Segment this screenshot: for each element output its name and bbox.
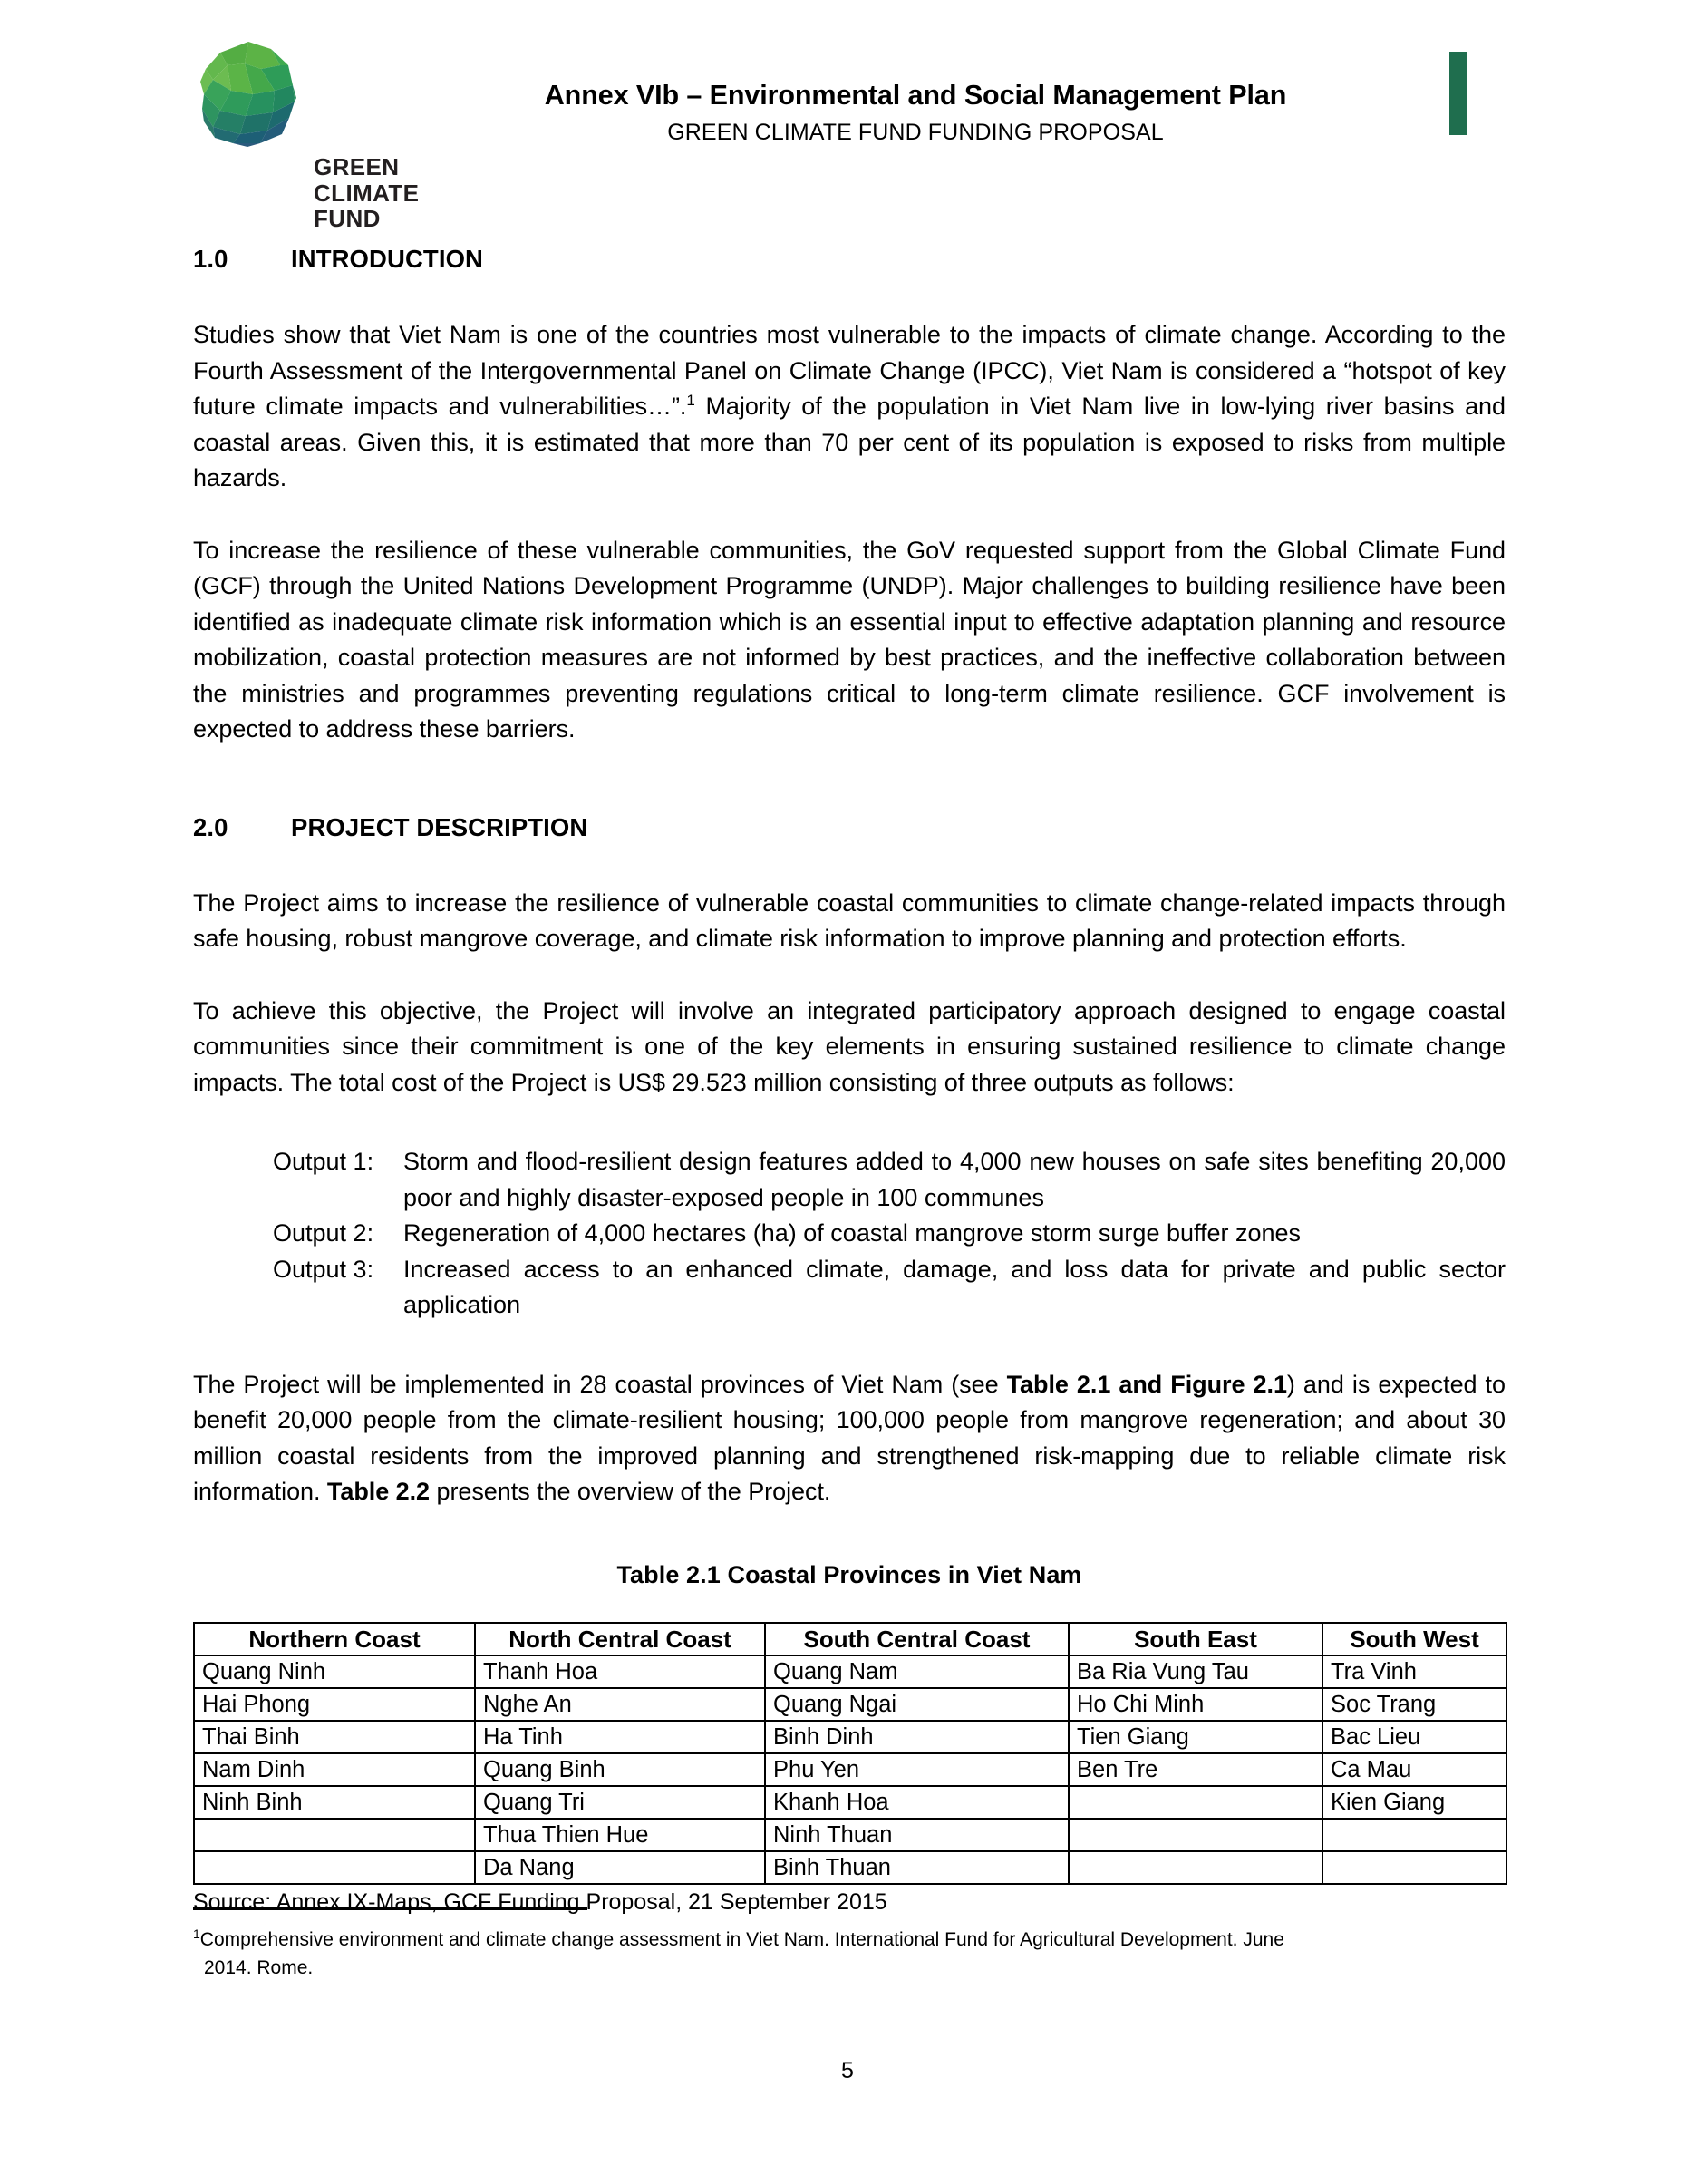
output-1-text: Storm and flood-resilient design features added to 4,000 new houses on safe sites benefiting 20,000 poor and highly disaster-exposed people in 100 communes <box>403 1148 1506 1211</box>
table-cell: Ca Mau <box>1322 1753 1506 1786</box>
coastal-provinces-table <box>193 1622 1507 1885</box>
project-paragraph-3 <box>193 1367 1506 1510</box>
output-2-label: Output 2: <box>273 1219 374 1247</box>
column-header-south-central-coast: South Central Coast <box>765 1623 1069 1655</box>
project-paragraph-1: The Project aims to increase the resilience of vulnerable coastal communities to climate change-related impacts through safe housing, robust mangrove coverage, and climate risk information to improve planning and protection efforts. <box>193 888 1506 952</box>
table-cell: Thai Binh <box>194 1721 475 1753</box>
intro-paragraph-1-text-a: Studies show that Viet Nam is one of the countries most vulnerable to the impacts of climate change. According to the Fourth Assessment of the Intergovernmental Panel on Climate Change (IPCC), Viet Nam is considered a “hotspot of key future climate impacts and vulnerabilities…”. <box>193 321 1506 420</box>
gcf-polyhedron-logo-icon <box>193 38 304 149</box>
table-cell <box>1322 1851 1506 1884</box>
project-paragraph-3-text-a: The Project will be implemented in 28 coastal provinces of Viet Nam (see <box>193 1370 1007 1398</box>
footnote-marker: 1 <box>193 1927 200 1941</box>
table-cell: Ho Chi Minh <box>1069 1688 1322 1721</box>
footnote-text-line-1: Comprehensive environment and climate change assessment in Viet Nam. International Fund for Agricultural Development. June <box>199 1929 1284 1950</box>
table-cell: Quang Tri <box>475 1786 765 1819</box>
output-1-label: Output 1: <box>273 1148 374 1175</box>
table-cell: Nghe An <box>475 1688 765 1721</box>
table-cell: Ha Tinh <box>475 1721 765 1753</box>
project-paragraph-3-text-b: ) and is expected to benefit 20,000 people from the climate-resilient housing; 100,000 people from mangrove regeneration; and about 30 million coastal residents from the improved planning and strengthened risk-mapping due to reliable climate risk information. <box>193 1370 1506 1505</box>
footnote-reference-1[interactable]: 1 <box>686 392 695 409</box>
table-cell: Tra Vinh <box>1322 1655 1506 1688</box>
column-header-north-central-coast: North Central Coast <box>475 1623 765 1655</box>
document-body <box>193 245 1506 1917</box>
table-row <box>194 1753 1506 1786</box>
column-header-south-east: South East <box>1069 1623 1322 1655</box>
table-figure-reference-1: Table 2.1 and Figure 2.1 <box>1006 1370 1287 1398</box>
table-cell: Bac Lieu <box>1322 1721 1506 1753</box>
intro-paragraph-1-text-b: Majority of the population in Viet Nam live in low-lying river basins and coastal areas. Given this, it is estimated that more than 70 per cent of its population is exposed to risks from multiple hazards. <box>193 393 1506 491</box>
section-number-2: 2.0 <box>193 812 228 841</box>
outputs-list <box>273 1144 1506 1324</box>
table-cell: Quang Nam <box>765 1655 1069 1688</box>
table-cell: Thua Thien Hue <box>475 1819 765 1851</box>
header-accent-bar <box>1449 52 1467 135</box>
table-header-row <box>194 1623 1506 1655</box>
column-header-south-west: South West <box>1322 1623 1506 1655</box>
footnote-area <box>193 1907 1506 1982</box>
table-cell <box>1069 1786 1322 1819</box>
table-cell: Soc Trang <box>1322 1688 1506 1721</box>
section-title-1: INTRODUCTION <box>291 245 484 273</box>
table-cell: Tien Giang <box>1069 1721 1322 1753</box>
project-paragraph-2: To achieve this objective, the Project will involve an integrated participatory approach designed to engage coastal communities since their commitment is one of the key elements in ensuring sustained resilience to climate change impacts. The total cost of the Project is US$ 29.523 million consisting of three outputs as follows: <box>193 996 1506 1096</box>
table-cell: Phu Yen <box>765 1753 1069 1786</box>
table-source-note: Source: Annex IX-Maps, GCF Funding Proposal, 21 September 2015 <box>193 1888 887 1915</box>
project-paragraph-3-text-c: presents the overview of the Project. <box>430 1478 831 1505</box>
table-reference-2: Table 2.2 <box>326 1478 431 1505</box>
section-heading-introduction <box>193 245 1506 274</box>
table-cell <box>1069 1819 1322 1851</box>
table-row <box>194 1851 1506 1884</box>
table-cell: Quang Ngai <box>765 1688 1069 1721</box>
list-item <box>273 1252 1506 1324</box>
table-row <box>194 1721 1506 1753</box>
footnote-separator <box>193 1907 587 1910</box>
table-cell: Ben Tre <box>1069 1753 1322 1786</box>
page-number: 5 <box>841 2058 854 2083</box>
table-row <box>194 1655 1506 1688</box>
list-item <box>273 1144 1506 1216</box>
logo-word-green: GREEN <box>314 153 400 180</box>
section-heading-project-description <box>193 813 1506 842</box>
list-item <box>273 1216 1506 1252</box>
logo-word-fund: FUND <box>314 205 381 232</box>
section-number-1: 1.0 <box>193 245 228 273</box>
intro-paragraph-1 <box>193 317 1506 497</box>
table-row <box>194 1688 1506 1721</box>
table-row <box>194 1819 1506 1851</box>
output-3-text: Increased access to an enhanced climate, damage, and loss data for private and public sector application <box>403 1255 1506 1318</box>
column-header-northern-coast: Northern Coast <box>194 1623 475 1655</box>
gcf-logo-block <box>193 38 465 232</box>
table-cell <box>1322 1819 1506 1851</box>
table-cell: Quang Ninh <box>194 1655 475 1688</box>
table-cell: Ninh Thuan <box>765 1819 1069 1851</box>
table-cell: Quang Binh <box>475 1753 765 1786</box>
table-cell <box>194 1851 475 1884</box>
table-cell: Kien Giang <box>1322 1786 1506 1819</box>
table-cell <box>194 1819 475 1851</box>
output-3-label: Output 3: <box>273 1255 374 1283</box>
table-cell: Hai Phong <box>194 1688 475 1721</box>
page-header <box>0 0 1695 232</box>
intro-paragraph-2: To increase the resilience of these vulnerable communities, the GoV requested support from the Global Climate Fund (GCF) through the United Nations Development Programme (UNDP). Major challenges to building resilience have been identified as inadequate climate risk information which is an essential input to effective adaptation planning and resource mobilization, coastal protection measures are not informed by best practices, and the ineffective collaboration between the ministries and programmes preventing regulations critical to long-term climate resilience. GCF involvement is expected to address these barriers. <box>193 536 1506 743</box>
table-cell: Nam Dinh <box>194 1753 475 1786</box>
table-caption: Table 2.1 Coastal Provinces in Viet Nam <box>616 1560 1082 1588</box>
table-cell: Binh Dinh <box>765 1721 1069 1753</box>
table-cell: Thanh Hoa <box>475 1655 765 1688</box>
logo-word-climate: CLIMATE <box>314 179 420 207</box>
table-cell: Ninh Binh <box>194 1786 475 1819</box>
table-row <box>194 1786 1506 1819</box>
table-cell <box>1069 1851 1322 1884</box>
table-cell: Binh Thuan <box>765 1851 1069 1884</box>
page-title: Annex VIb – Environmental and Social Management Plan <box>544 80 1287 111</box>
table-cell: Da Nang <box>475 1851 765 1884</box>
gcf-logo-wordmark <box>314 154 419 232</box>
footnote-1 <box>193 1926 1506 1982</box>
header-title-block <box>426 80 1405 146</box>
footnote-text-line-2: 2014. Rome. <box>204 1957 314 1978</box>
output-2-text: Regeneration of 4,000 hectares (ha) of coastal mangrove storm surge buffer zones <box>403 1219 1302 1247</box>
table-cell: Khanh Hoa <box>765 1786 1069 1819</box>
page-subtitle: GREEN CLIMATE FUND FUNDING PROPOSAL <box>667 120 1164 145</box>
section-title-2: PROJECT DESCRIPTION <box>291 812 588 841</box>
table-cell: Ba Ria Vung Tau <box>1069 1655 1322 1688</box>
